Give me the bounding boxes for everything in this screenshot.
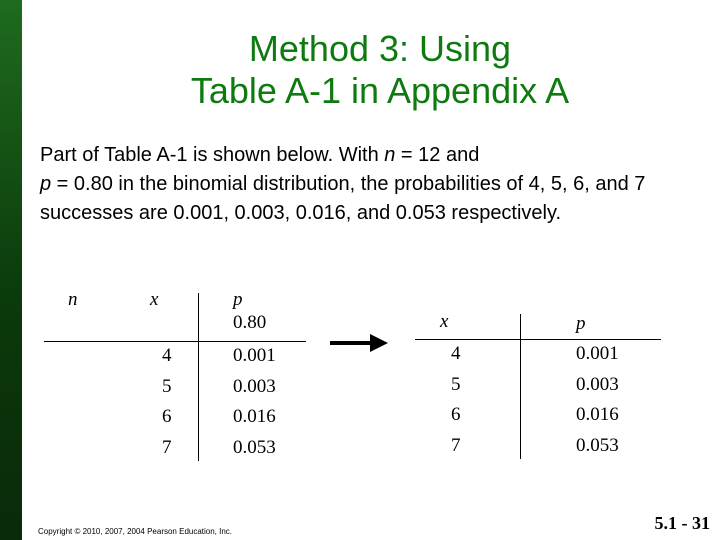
body-text-2: = 12 and [395,144,480,166]
table-right-row-p: 0.016 [576,404,619,425]
title-line-1: Method 3: Using [248,28,512,69]
table-left-row-x: 6 [162,406,172,427]
table-left-row-x: 5 [162,376,172,397]
table-left-row-p: 0.053 [233,437,276,458]
title-line-2: Table A-1 in Appendix A [190,70,570,111]
table-right-row-p: 0.053 [576,435,619,456]
copyright-notice: Copyright © 2010, 2007, 2004 Pearson Education, Inc. [38,527,233,536]
table-left-row-p: 0.003 [233,376,276,397]
body-text-1: Part of Table A-1 is shown below. With [40,144,385,166]
table-left-p-value: 0.80 [233,312,267,333]
table-right-header-p: p [576,313,586,334]
table-right-column-rule [520,314,521,459]
table-right-row-p: 0.003 [576,374,619,395]
table-left-header-x: x [150,289,159,310]
table-right-header-rule [415,339,661,340]
table-left-header-p: p [233,289,243,310]
table-right-header-x: x [440,311,449,332]
table-left-row-x: 4 [162,345,172,366]
table-right-row-x: 4 [451,343,461,364]
table-left-row-p: 0.001 [233,345,276,366]
p-variable: p [40,173,52,195]
table-left-header-n: n [68,289,78,310]
table-left-column-rule [198,293,199,461]
table-left-row-x: 7 [162,437,172,458]
body-paragraph [40,141,690,228]
slide-title [40,28,720,112]
table-right-row-p: 0.001 [576,343,619,364]
n-variable: n [384,144,396,166]
slide-number: 5.1 - 31 [654,513,710,533]
table-right-row-x: 7 [451,435,461,456]
table-right-row-x: 5 [451,374,461,395]
table-left-header-rule [44,341,306,342]
table-right-row-x: 6 [451,404,461,425]
body-text-3: = 0.80 in the binomial distribution, the probabilities of 4, 5, 6, and 7 successes are 0.001, 0.003, 0.016, and 0.053 respectively. [40,173,646,224]
table-left-row-p: 0.016 [233,406,276,427]
left-accent-bar [0,0,22,540]
